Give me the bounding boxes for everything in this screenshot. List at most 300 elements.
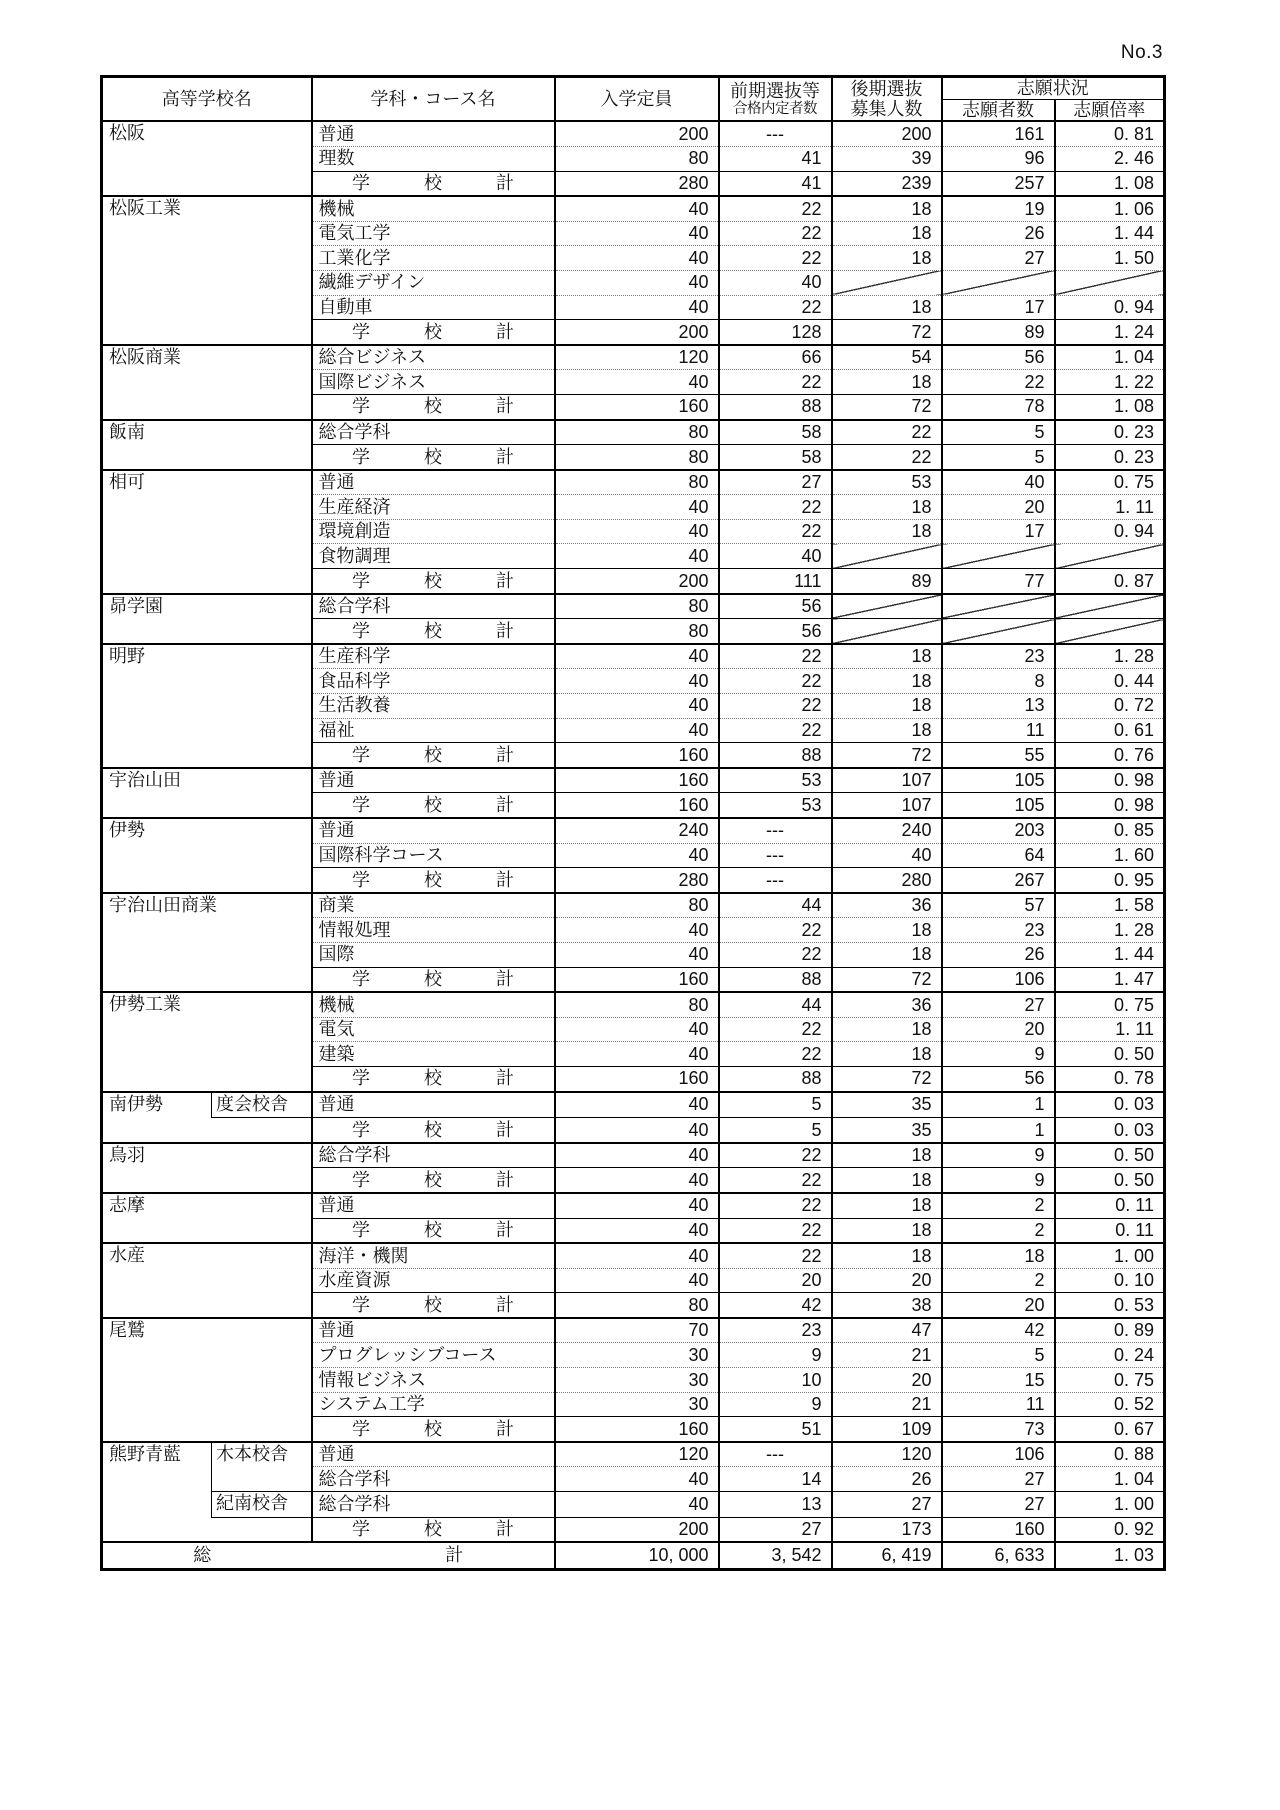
ratio-cell: 0. 98 [1055,793,1165,818]
school-name-cell: 昴学園 [102,594,312,644]
table-row [102,420,1165,445]
capacity-cell: 40 [555,694,719,719]
applicant-count-cell: 22 [942,370,1055,395]
zenki-count-cell: 22 [719,370,832,395]
kouki-count-cell: 47 [832,1318,942,1343]
zenki-count-cell: 22 [719,519,832,544]
ratio-cell: 1. 00 [1055,1243,1165,1268]
school-total-label: 学 校 計 [312,1218,555,1243]
applicant-count-cell: 5 [942,420,1055,445]
kouki-count-cell: 239 [832,171,942,196]
header-kouki-line1: 後期選抜 [850,78,923,99]
capacity-cell: 80 [555,1293,719,1318]
ratio-cell: 1. 11 [1055,1017,1165,1042]
course-name-cell: 繊維デザイン [312,270,555,295]
applicant-count-cell: 57 [942,893,1055,918]
capacity-cell: 160 [555,394,719,419]
ratio-cell: 0. 50 [1055,1143,1165,1168]
kouki-count-cell: 22 [832,445,942,470]
applicant-count-cell: 6, 633 [942,1542,1055,1570]
capacity-cell: 40 [555,295,719,320]
ratio-cell: 1. 03 [1055,1542,1165,1570]
capacity-cell: 40 [555,1042,719,1067]
capacity-cell: 40 [555,370,719,395]
kouki-count-cell: 18 [832,942,942,967]
school-name-cell: 松阪商業 [102,345,312,420]
ratio-cell: 1. 50 [1055,246,1165,271]
header-status: 志願状況 [942,77,1165,100]
table-row [102,644,1165,669]
kouki-count-cell: 18 [832,669,942,694]
capacity-cell: 160 [555,793,719,818]
kouki-count-cell: 18 [832,295,942,320]
table-row [102,1193,1165,1218]
capacity-cell: 200 [555,1517,719,1542]
zenki-count-cell: 40 [719,270,832,295]
zenki-count-cell: 10 [719,1368,832,1393]
applicant-count-cell: 257 [942,171,1055,196]
capacity-cell: 70 [555,1318,719,1343]
course-name-cell: 総合学科 [312,1143,555,1168]
applicant-count-cell: 13 [942,694,1055,719]
table-row [102,768,1165,793]
school-name-cell: 松阪 [102,121,312,196]
school-total-label: 学 校 計 [312,1066,555,1091]
applicant-count-cell: 2 [942,1218,1055,1243]
school-total-label: 学 校 計 [312,445,555,470]
kouki-count-cell: 18 [832,1143,942,1168]
applicant-count-cell: 26 [942,942,1055,967]
course-name-cell: 水産資源 [312,1268,555,1293]
course-name-cell: 生活教養 [312,694,555,719]
school-total-label: 学 校 計 [312,967,555,992]
school-total-label: 学 校 計 [312,394,555,419]
kouki-count-cell: 38 [832,1293,942,1318]
applicant-count-cell: 23 [942,644,1055,669]
school-total-label: 学 校 計 [312,569,555,594]
ratio-cell: 1. 44 [1055,221,1165,246]
kouki-count-cell: 173 [832,1517,942,1542]
ratio-cell: 1. 60 [1055,843,1165,868]
capacity-cell: 40 [555,519,719,544]
applicant-count-cell: 5 [942,1343,1055,1368]
capacity-cell: 80 [555,445,719,470]
zenki-count-cell: 41 [719,171,832,196]
applicant-count-cell [942,544,1055,569]
ratio-cell: 0. 88 [1055,1442,1165,1467]
course-name-cell: 機械 [312,196,555,221]
ratio-cell: 0. 75 [1055,1368,1165,1393]
ratio-cell: 0. 67 [1055,1417,1165,1442]
kouki-count-cell: 36 [832,992,942,1017]
applicant-count-cell: 40 [942,470,1055,495]
school-total-label: 学 校 計 [312,743,555,768]
capacity-cell: 160 [555,1066,719,1091]
capacity-cell: 160 [555,967,719,992]
kouki-count-cell: 18 [832,246,942,271]
capacity-cell: 200 [555,569,719,594]
zenki-count-cell: 9 [719,1392,832,1417]
zenki-count-cell: 111 [719,569,832,594]
applicant-count-cell: 73 [942,1417,1055,1442]
school-total-label: 学 校 計 [312,1118,555,1143]
capacity-cell: 120 [555,1442,719,1467]
ratio-cell [1055,270,1165,295]
kouki-count-cell [832,270,942,295]
applicant-count-cell: 9 [942,1168,1055,1193]
zenki-count-cell: 22 [719,1168,832,1193]
zenki-count-cell: 22 [719,669,832,694]
capacity-cell: 80 [555,992,719,1017]
ratio-cell: 0. 89 [1055,1318,1165,1343]
table-row [102,1118,1165,1143]
capacity-cell: 40 [555,942,719,967]
zenki-count-cell: 51 [719,1417,832,1442]
branch-name-cell: 度会校舎 [212,1092,312,1118]
zenki-count-cell: 14 [719,1467,832,1492]
course-name-cell: 電気工学 [312,221,555,246]
ratio-cell: 1. 11 [1055,495,1165,520]
applicant-count-cell: 27 [942,992,1055,1017]
school-total-label: 学 校 計 [312,1417,555,1442]
course-name-cell: 情報ビジネス [312,1368,555,1393]
applicant-count-cell: 106 [942,1442,1055,1467]
ratio-cell: 0. 10 [1055,1268,1165,1293]
capacity-cell: 30 [555,1368,719,1393]
ratio-cell: 1. 58 [1055,893,1165,918]
applicant-count-cell: 9 [942,1143,1055,1168]
kouki-count-cell: 35 [832,1092,942,1118]
zenki-count-cell: --- [719,121,832,146]
zenki-count-cell: 22 [719,1143,832,1168]
school-total-label: 学 校 計 [312,619,555,644]
school-name-cell: 志摩 [102,1193,312,1243]
table-row [102,594,1165,619]
ratio-cell: 0. 53 [1055,1293,1165,1318]
capacity-cell: 40 [555,669,719,694]
zenki-count-cell: 27 [719,470,832,495]
kouki-count-cell: 18 [832,221,942,246]
kouki-count-cell: 18 [832,1218,942,1243]
applicant-count-cell: 42 [942,1318,1055,1343]
ratio-cell: 0. 81 [1055,121,1165,146]
zenki-count-cell: 22 [719,196,832,221]
branch-name-cell: 紀南校舎 [212,1492,312,1518]
applicant-count-cell: 15 [942,1368,1055,1393]
applicant-count-cell: 77 [942,569,1055,594]
header-applicants: 志願者数 [942,99,1055,121]
capacity-cell: 160 [555,1417,719,1442]
applicant-count-cell: 5 [942,445,1055,470]
kouki-count-cell: 22 [832,420,942,445]
table-row [102,1143,1165,1168]
course-name-cell: 生産経済 [312,495,555,520]
zenki-count-cell: 22 [719,295,832,320]
ratio-cell: 0. 61 [1055,718,1165,743]
header-course: 学科・コース名 [312,77,555,122]
kouki-count-cell: 18 [832,718,942,743]
school-name-cell: 飯南 [102,420,312,470]
capacity-cell: 80 [555,893,719,918]
capacity-cell: 280 [555,868,719,893]
table-row [102,196,1165,221]
table-row [102,1517,1165,1542]
capacity-cell: 40 [555,1017,719,1042]
ratio-cell: 0. 50 [1055,1042,1165,1067]
ratio-cell: 0. 94 [1055,519,1165,544]
applicant-count-cell: 160 [942,1517,1055,1542]
ratio-cell: 0. 75 [1055,992,1165,1017]
zenki-count-cell: 22 [719,942,832,967]
school-name-cell: 南伊勢 [102,1092,212,1143]
kouki-count-cell: 20 [832,1368,942,1393]
course-name-cell: 総合学科 [312,420,555,445]
capacity-cell: 280 [555,171,719,196]
capacity-cell: 40 [555,1168,719,1193]
kouki-count-cell: 18 [832,495,942,520]
applicant-count-cell: 105 [942,793,1055,818]
course-name-cell: 普通 [312,1442,555,1467]
header-zenki-line2: 合格内定者数 [733,101,817,118]
zenki-count-cell: 9 [719,1343,832,1368]
course-name-cell: 国際科学コース [312,843,555,868]
ratio-cell: 0. 94 [1055,295,1165,320]
kouki-count-cell: 18 [832,918,942,943]
zenki-count-cell: --- [719,843,832,868]
course-name-cell: 建築 [312,1042,555,1067]
applicant-count-cell [942,619,1055,644]
kouki-count-cell: 21 [832,1343,942,1368]
capacity-cell: 80 [555,146,719,171]
course-name-cell: 普通 [312,1193,555,1218]
kouki-count-cell: 109 [832,1417,942,1442]
capacity-cell: 30 [555,1343,719,1368]
ratio-cell: 0. 03 [1055,1118,1165,1143]
ratio-cell [1055,594,1165,619]
table-header [102,77,1165,122]
ratio-cell: 0. 72 [1055,694,1165,719]
kouki-count-cell: 72 [832,1066,942,1091]
page-number: No.3 [1120,42,1163,63]
kouki-count-cell: 280 [832,868,942,893]
zenki-count-cell: 41 [719,146,832,171]
school-total-label: 学 校 計 [312,1517,555,1542]
kouki-count-cell: 54 [832,345,942,370]
applicant-count-cell: 203 [942,818,1055,843]
course-name-cell: 総合学科 [312,1467,555,1492]
applicant-count-cell: 20 [942,1017,1055,1042]
zenki-count-cell: 22 [719,644,832,669]
capacity-cell: 40 [555,1467,719,1492]
applicant-count-cell: 56 [942,345,1055,370]
course-name-cell: 総合学科 [312,1492,555,1518]
ratio-cell: 0. 23 [1055,420,1165,445]
course-name-cell: 理数 [312,146,555,171]
kouki-count-cell: 107 [832,768,942,793]
kouki-count-cell: 18 [832,644,942,669]
applicant-count-cell: 106 [942,967,1055,992]
kouki-count-cell: 36 [832,893,942,918]
zenki-count-cell: 22 [719,1218,832,1243]
kouki-count-cell: 120 [832,1442,942,1467]
kouki-count-cell: 18 [832,694,942,719]
table-row [102,1442,1165,1467]
applicant-count-cell: 56 [942,1066,1055,1091]
zenki-count-cell: 23 [719,1318,832,1343]
applicant-count-cell: 105 [942,768,1055,793]
capacity-cell: 40 [555,221,719,246]
course-name-cell: システム工学 [312,1392,555,1417]
school-name-cell: 鳥羽 [102,1143,312,1193]
zenki-count-cell: 22 [719,1017,832,1042]
applicant-count-cell: 27 [942,1492,1055,1518]
capacity-cell: 240 [555,818,719,843]
zenki-count-cell: 22 [719,495,832,520]
header-zenki-line1: 前期選抜等 [730,80,820,101]
ratio-cell: 1. 44 [1055,942,1165,967]
zenki-count-cell: --- [719,1442,832,1467]
kouki-count-cell: 40 [832,843,942,868]
table-body [102,121,1165,1569]
capacity-cell: 200 [555,320,719,345]
branch-name-cell: 木本校舎 [212,1442,312,1492]
school-total-label: 学 校 計 [312,793,555,818]
kouki-count-cell: 20 [832,1268,942,1293]
capacity-cell: 40 [555,1092,719,1118]
applicant-count-cell [942,270,1055,295]
capacity-cell: 80 [555,594,719,619]
zenki-count-cell: 22 [719,1193,832,1218]
zenki-count-cell: 3, 542 [719,1542,832,1570]
zenki-count-cell: 88 [719,743,832,768]
capacity-cell: 160 [555,768,719,793]
ratio-cell: 1. 08 [1055,394,1165,419]
ratio-cell: 0. 24 [1055,1343,1165,1368]
ratio-cell: 0. 87 [1055,569,1165,594]
zenki-count-cell: 88 [719,1066,832,1091]
ratio-cell: 1. 08 [1055,171,1165,196]
school-total-label: 学 校 計 [312,1168,555,1193]
grand-total-label: 総 計 [102,1542,555,1570]
applicant-count-cell: 20 [942,1293,1055,1318]
school-total-label: 学 校 計 [312,1293,555,1318]
course-name-cell: 福祉 [312,718,555,743]
ratio-cell: 0. 50 [1055,1168,1165,1193]
kouki-count-cell: 53 [832,470,942,495]
header-kouki-line2: 募集人数 [850,99,923,120]
applicant-count-cell: 2 [942,1193,1055,1218]
applicant-count-cell: 19 [942,196,1055,221]
kouki-count-cell: 72 [832,320,942,345]
ratio-cell [1055,544,1165,569]
applicant-count-cell: 27 [942,246,1055,271]
ratio-cell: 2. 46 [1055,146,1165,171]
zenki-count-cell: 88 [719,394,832,419]
ratio-cell: 1. 47 [1055,967,1165,992]
zenki-count-cell: 22 [719,1243,832,1268]
capacity-cell: 40 [555,843,719,868]
kouki-count-cell: 27 [832,1492,942,1518]
course-name-cell: 電気 [312,1017,555,1042]
capacity-cell: 40 [555,495,719,520]
applicant-count-cell: 9 [942,1042,1055,1067]
zenki-count-cell: 27 [719,1517,832,1542]
header-school: 高等学校名 [102,77,312,122]
zenki-count-cell: 13 [719,1492,832,1518]
grand-total-row [102,1542,1165,1570]
applicant-count-cell: 11 [942,1392,1055,1417]
ratio-cell: 0. 11 [1055,1218,1165,1243]
school-name-cell: 熊野青藍 [102,1442,212,1542]
capacity-cell: 200 [555,121,719,146]
zenki-count-cell: 22 [719,694,832,719]
applicant-count-cell: 267 [942,868,1055,893]
table-row [102,1492,1165,1518]
course-name-cell: 普通 [312,121,555,146]
header-ratio: 志願倍率 [1055,99,1165,121]
course-name-cell: 普通 [312,1092,555,1118]
capacity-cell: 40 [555,1143,719,1168]
zenki-count-cell: 58 [719,420,832,445]
course-name-cell: 商業 [312,893,555,918]
applicant-count-cell: 96 [942,146,1055,171]
kouki-count-cell: 21 [832,1392,942,1417]
applicant-count-cell: 26 [942,221,1055,246]
kouki-count-cell: 18 [832,1042,942,1067]
ratio-cell: 0. 44 [1055,669,1165,694]
applicant-count-cell: 2 [942,1268,1055,1293]
zenki-count-cell: 22 [719,1042,832,1067]
course-name-cell: 食物調理 [312,544,555,569]
kouki-count-cell: 107 [832,793,942,818]
ratio-cell: 0. 92 [1055,1517,1165,1542]
capacity-cell: 40 [555,1218,719,1243]
ratio-cell: 1. 04 [1055,345,1165,370]
course-name-cell: 機械 [312,992,555,1017]
zenki-count-cell: 58 [719,445,832,470]
header-capacity: 入学定員 [555,77,719,122]
zenki-count-cell: 40 [719,544,832,569]
capacity-cell: 120 [555,345,719,370]
zenki-count-cell: 22 [719,918,832,943]
zenki-count-cell: 5 [719,1118,832,1143]
school-name-cell: 相可 [102,470,312,594]
zenki-count-cell: 53 [719,768,832,793]
kouki-count-cell: 18 [832,370,942,395]
capacity-cell: 80 [555,619,719,644]
course-name-cell: 普通 [312,768,555,793]
applicant-count-cell: 1 [942,1118,1055,1143]
capacity-cell: 40 [555,1118,719,1143]
ratio-cell: 0. 98 [1055,768,1165,793]
ratio-cell: 0. 52 [1055,1392,1165,1417]
ratio-cell: 1. 04 [1055,1467,1165,1492]
table-row [102,1243,1165,1268]
kouki-count-cell: 72 [832,394,942,419]
school-total-label: 学 校 計 [312,868,555,893]
kouki-count-cell [832,594,942,619]
header-row-1 [102,77,1165,100]
kouki-count-cell: 18 [832,1193,942,1218]
capacity-cell: 40 [555,718,719,743]
capacity-cell: 40 [555,246,719,271]
ratio-cell: 0. 23 [1055,445,1165,470]
kouki-count-cell: 72 [832,743,942,768]
school-name-cell: 尾鷲 [102,1318,312,1442]
ratio-cell: 1. 28 [1055,918,1165,943]
kouki-count-cell: 6, 419 [832,1542,942,1570]
capacity-cell: 10, 000 [555,1542,719,1570]
